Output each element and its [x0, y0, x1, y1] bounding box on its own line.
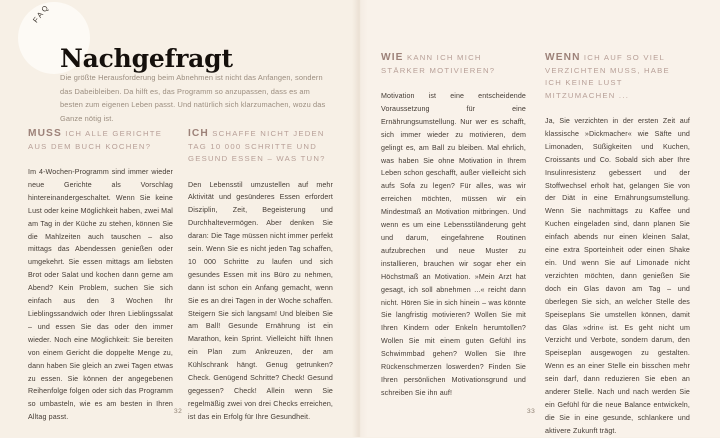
faq-body-3: Motivation ist eine entscheidende Voraussetzung für eine Ernährungsumstellung. Nur wer es schafft, sich immer wieder zu motivieren, dem gelingt es, am Ball zu bleiben. Mal ehrlich, was haben Sie ohne Motivation in Ihrem Leben schon geschafft, außer vielleicht sich aufs Sofa zu legen? Für alles, was wir erreichen möchten, müssen wir ein Mindestmaß an Motivation mitbringen. Und wenn es um eine Lebensstiländerung geht und darum, eingefahrene Routinen aufzubrechen und neue Muster zu installieren, brauchen wir sogar eher ein Höchstmaß an Motivation. »Mein Arzt hat gesagt, ich soll abnehmen ...« reicht dann nicht. Hören Sie in sich hinein – was könnte Sie langfristig motivieren? Wollen Sie mit Ihren Kindern oder Enkeln herumtollen? Wollen Sie mit einem guten Gefühl ins Schwimmbad gehen? Wollen Sie Ihre Rückenschmerzen loswerden? Finden Sie Ihren persönlichen Motivationsgrund und schreiben Sie ihn auf! — [381, 92, 526, 397]
faq-column-3 — [381, 52, 526, 400]
faq-heading-lead-3: WIE — [381, 52, 404, 63]
faq-body-2: Den Lebensstil umzustellen auf mehr Aktivität und gesünderes Essen erfordert Disziplin, Zeit, Begeisterung und Durchhaltevermögen. Aber denken Sie daran: Die Tage müssen nicht immer perfekt sein. Wenn Sie es nicht jeden Tag schaffen, 10 000 Schritte zu laufen und sich gesundes Essen mit ins Büro zu nehmen, dann ist schon ein Anfang gemacht, wenn Sie es an drei Tagen in der Woche schaffen. Steigern Sie sich langsam! Und bleiben Sie am Ball! Gesunde Ernährung ist ein Marathon, kein Sprint. Vielleicht hilft Ihnen ein Plan zum Ankreuzen, der am Kühlschrank hängt. Genug getrunken? Check. Genügend Schritte? Check! Gesund gegessen? Check! Allein wenn Sie regelmäßig zwei von drei Checks erreichen, ist das ein Erfolg für Ihre Gesundheit. — [188, 180, 333, 421]
faq-heading-3 — [381, 52, 526, 77]
faq-column-2 — [188, 128, 333, 424]
faq-badge-label: FAQ — [31, 1, 52, 25]
faq-heading-4 — [545, 52, 690, 102]
page-number-right: 33 — [527, 408, 536, 415]
intro-paragraph: Die größte Herausforderung beim Abnehmen ist nicht das Anfangen, sondern das Dabeibleiben. Da hilft es, das Programm so anzupassen, dass es am besten zum eigenen Leben passt. Und natürlich sich klarzumachen, wozu das Ganze nötig ist. — [60, 73, 326, 123]
page-title: Nachgefragt — [60, 43, 233, 73]
faq-heading-rest-3: KANN ICH MICH STÄRKER MOTIVIEREN? — [381, 53, 496, 75]
faq-heading-rest-4: ICH AUF SO VIEL VERZICHTEN MUSS, HABE ICH KEINE LUST MITZUMACHEN ... — [545, 53, 670, 100]
faq-column-1 — [28, 128, 173, 424]
faq-heading-lead-4: WENN — [545, 52, 581, 63]
faq-heading-rest-2: SCHAFFE NICHT JEDEN TAG 10 000 SCHRITTE UND GESUND ESSEN – WAS TUN? — [188, 129, 326, 163]
faq-heading-1 — [28, 128, 173, 153]
faq-heading-rest-1: ICH ALLE GERICHTE AUS DEM BUCH KOCHEN? — [28, 129, 163, 151]
faq-heading-lead-2: ICH — [188, 128, 209, 139]
faq-heading-2 — [188, 128, 333, 166]
faq-heading-lead-1: MUSS — [28, 128, 62, 139]
faq-column-4 — [545, 52, 690, 438]
page-number-left: 32 — [174, 408, 183, 415]
faq-body-1: Im 4-Wochen-Programm sind immer wieder neue Gerichte als Vorschlag hintereinandergeschaltet. Wenn Sie keine Lust oder keine Möglichkeit haben, zwei Mal am Tag in der Küche zu stehen, können Sie die Mahlzeiten auch tauschen – also mittags das Abendessen genießen oder umgekehrt. Sie essen mittags am liebsten Brot oder Salat und kochen dann gerne am Abend? Kein Problem, suchen Sie sich einfach aus den 3 Wochen Ihr Lieblingssandwich oder Ihren Lieblingssalat – und essen Sie das oder den immer wieder. Noch eine Möglichkeit: Sie bereiten von einem Gericht die doppelte Menge zu, dann haben Sie gleich an zwei Tagen etwas zu essen. Sie können der angegebenen Reihenfolge folgen oder sich das Programm so umbasteln, wie es am besten in Ihren Alltag passt. — [28, 168, 173, 422]
faq-body-4: Ja, Sie verzichten in der ersten Zeit auf klassische »Dickmacher« wie Säfte und Limonaden, Süßigkeiten und Kuchen, Croissants und Co. Sobald sich aber Ihre Insulinresistenz gebessert und der Stoffwechsel erholt hat, gelangen Sie von der Diät in eine Ernährungsumstellung. Wenn Sie nachmittags zu Kaffee und Kuchen eingeladen sind, dann planen Sie einfach abends nur einen kleinen Salat, eine extra Sporteinheit oder einen Shake ein. Und wenn Sie auf Limonade nicht verzichten möchten, dann genießen Sie doch ein Glas davon am Tag – und überlegen Sie sich, an welcher Stelle des Speiseplans Sie umstellen können, damit das Glas »drin« ist. Es geht nicht um Verzicht und Verbote, sondern darum, den Speiseplan ausgewogen zu gestalten. Wenn es an einer Stelle ein bisschen mehr sein darf, dann reduzieren Sie eben an anderer Stelle. Nach und nach werden Sie ein Gefühl für die neue Balance entwickeln, die Sie in eine gesunde, schlankere und aktivere Zukunft trägt. — [545, 117, 690, 435]
